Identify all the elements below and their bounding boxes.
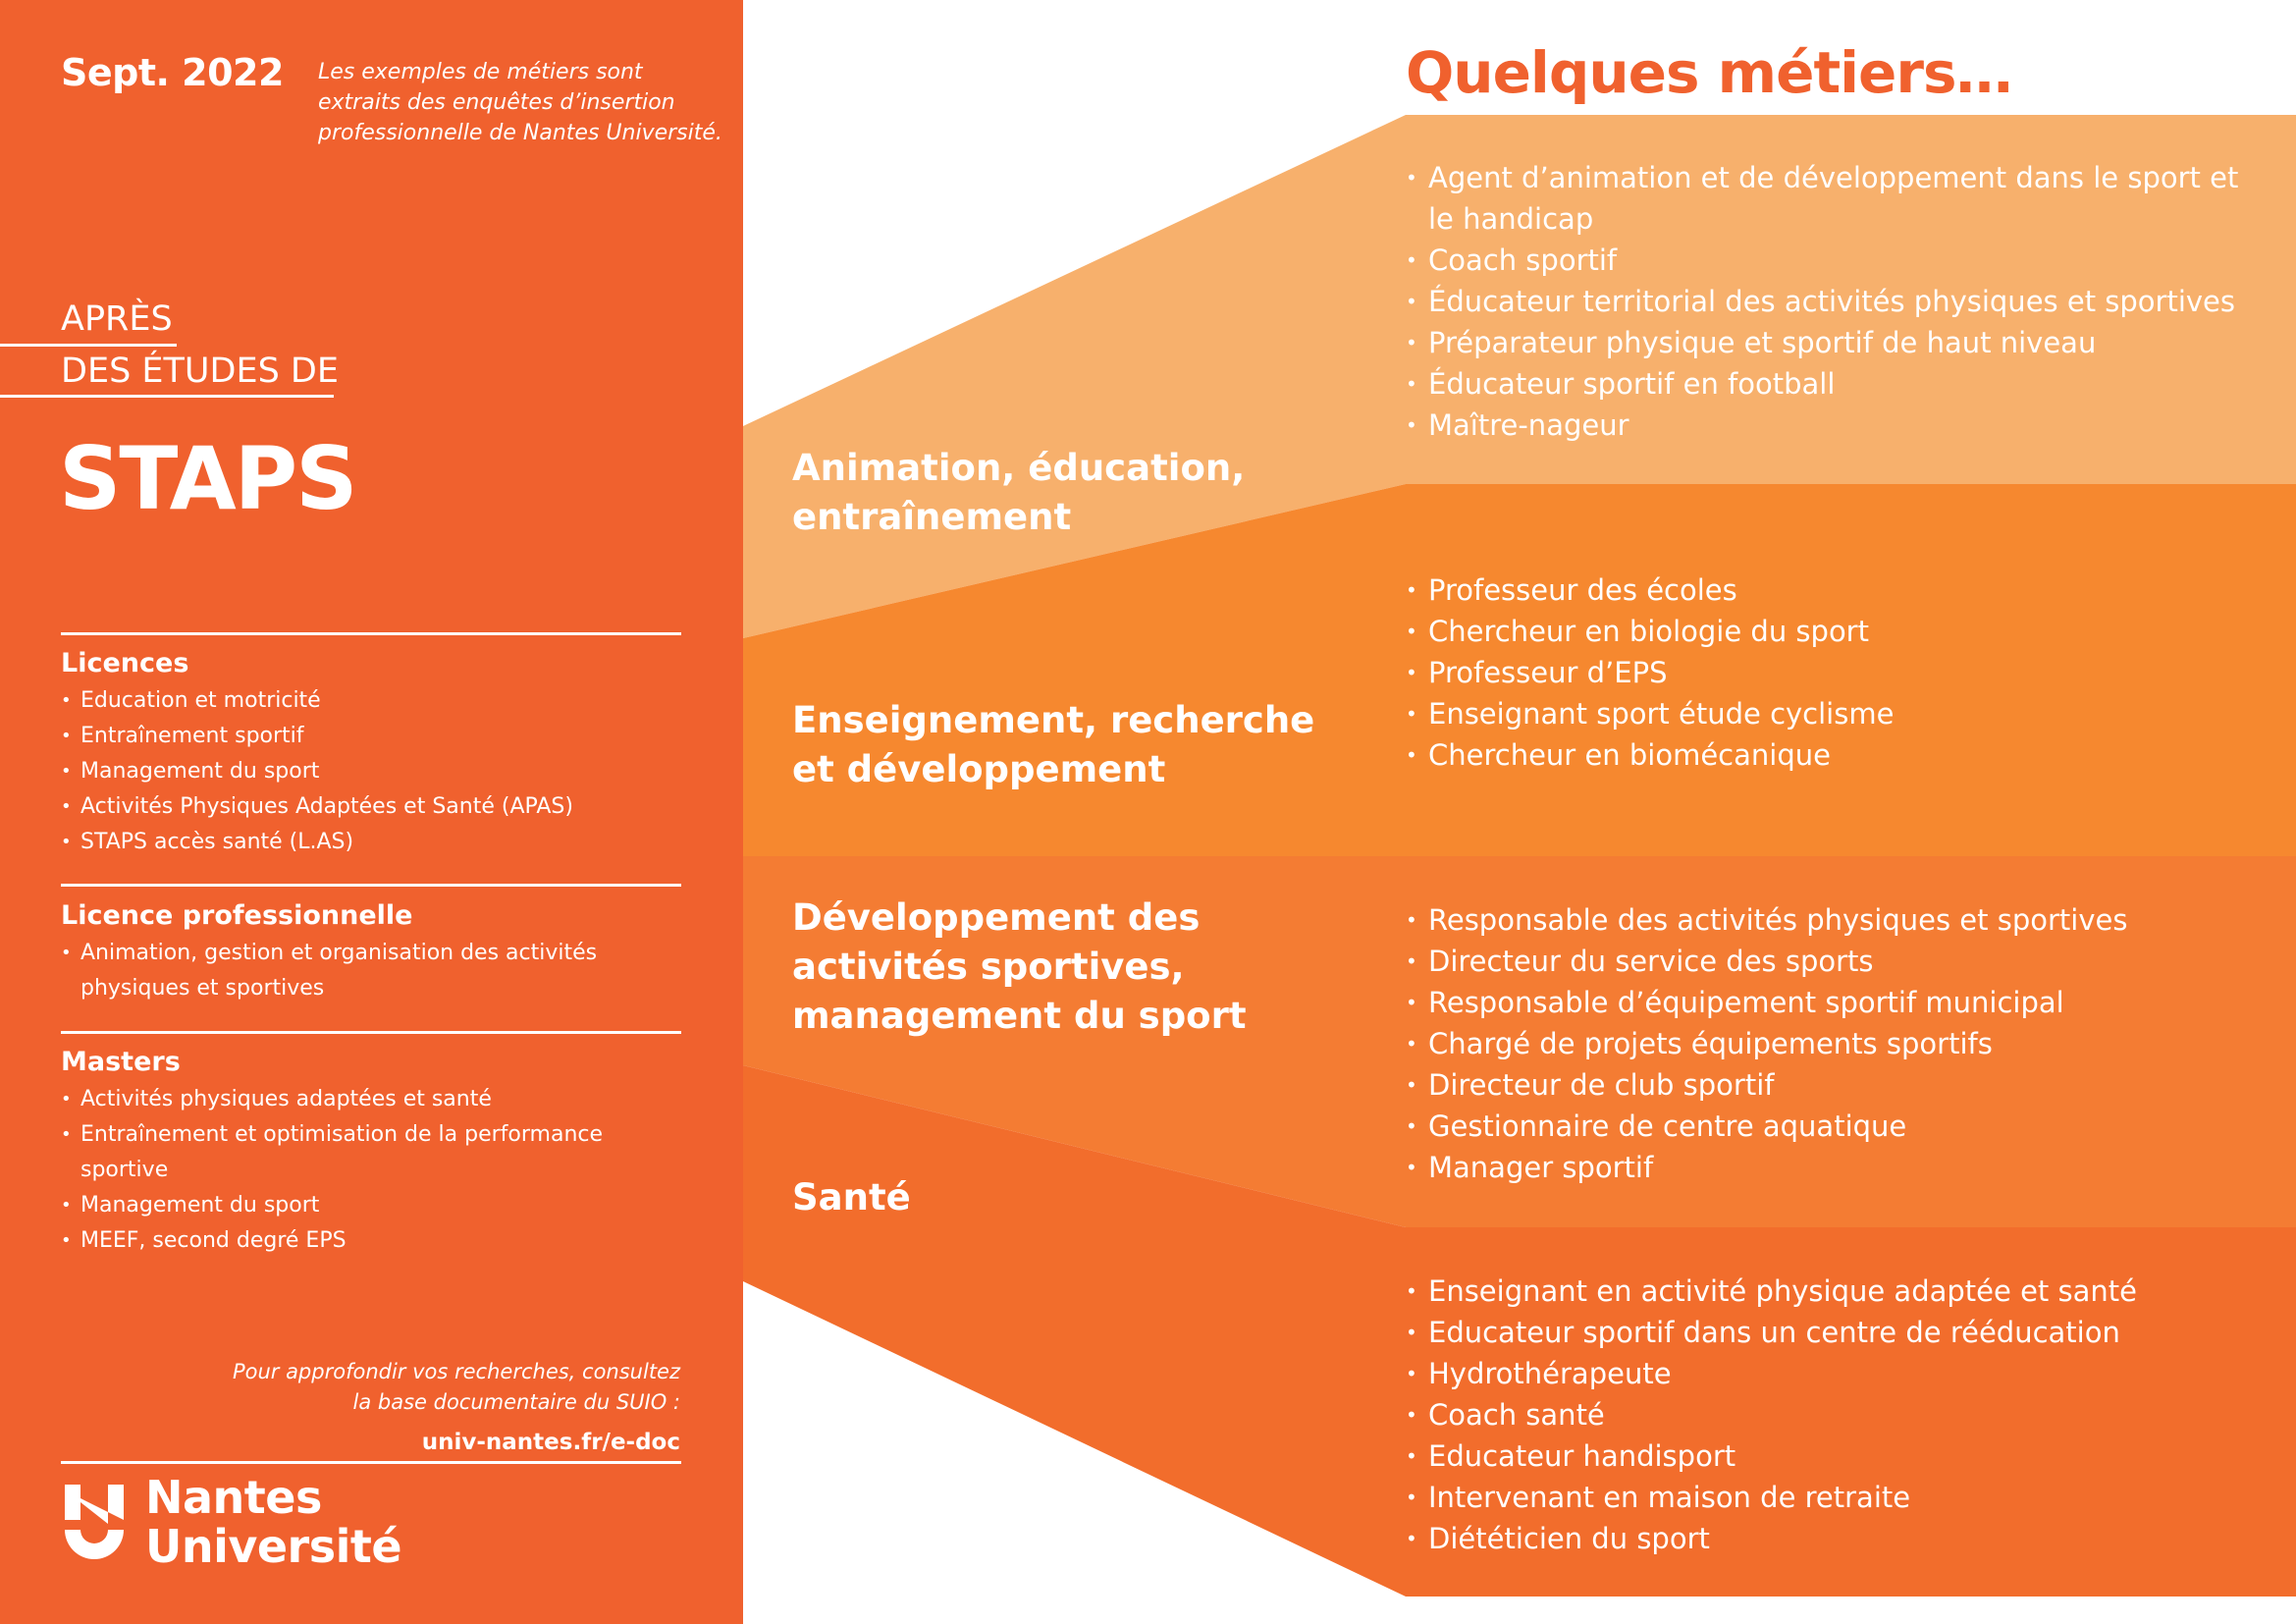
category-developpement: Développement des activités sportives, management du sport — [792, 896, 1247, 1037]
source-note: Les exemples de métiers sont extraits des enquêtes d’insertion professionnelle de Nantes Université. — [318, 60, 722, 145]
list-item: • Chercheur en biologie du sport — [1406, 611, 2269, 652]
left-panel — [0, 0, 743, 1624]
title-underline — [0, 344, 177, 347]
jobs-enseignement-list — [1406, 569, 2269, 776]
edition-date: Sept. 2022 — [61, 51, 284, 94]
licences-list — [61, 683, 689, 860]
logo-wordmark — [145, 1473, 401, 1571]
masters-list — [61, 1082, 689, 1259]
list-item: • Educateur handisport — [1406, 1435, 2269, 1477]
list-item: • Coach santé — [1406, 1394, 2269, 1435]
list-item: • STAPS accès santé (L.AS) — [61, 825, 689, 860]
category-animation: Animation, éducation, entraînement — [792, 447, 1246, 538]
e-doc-link[interactable]: univ-nantes.fr/e-doc — [421, 1430, 680, 1455]
list-item: • Diététicien du sport — [1406, 1518, 2269, 1559]
list-item: • Intervenant en maison de retraite — [1406, 1477, 2269, 1518]
list-item: • Directeur de club sportif — [1406, 1064, 2269, 1106]
licence-pro-list — [61, 936, 689, 1006]
list-item: • Educateur sportif dans un centre de rééducation — [1406, 1312, 2269, 1353]
list-item: • Professeur des écoles — [1406, 569, 2269, 611]
page-title: STAPS — [59, 428, 356, 529]
list-item: • Management du sport — [61, 754, 689, 789]
list-item: • Agent d’animation et de développement dans le sport et le handicap — [1406, 157, 2269, 240]
list-item: • Responsable d’équipement sportif municipal — [1406, 982, 2269, 1023]
nantes-universite-logo-icon — [61, 1481, 128, 1563]
title-underline — [0, 395, 334, 398]
list-item: • Hydrothérapeute — [1406, 1353, 2269, 1394]
further-research-note: Pour approfondir vos recherches, consultez la base documentaire du SUIO : — [232, 1360, 680, 1414]
list-item: • MEEF, second degré EPS — [61, 1223, 689, 1259]
section-divider — [61, 1031, 681, 1034]
section-divider — [61, 632, 681, 635]
category-sante: Santé — [792, 1176, 911, 1218]
logo-line-nantes: Nantes — [145, 1471, 322, 1524]
list-item: • Enseignant sport étude cyclisme — [1406, 693, 2269, 734]
list-item: • Directeur du service des sports — [1406, 941, 2269, 982]
list-item: • Chargé de projets équipements sportifs — [1406, 1023, 2269, 1064]
list-item: • Gestionnaire de centre aquatique — [1406, 1106, 2269, 1147]
list-item: • Maître-nageur — [1406, 405, 2269, 446]
list-item: • Éducateur sportif en football — [1406, 363, 2269, 405]
metiers-heading: Quelques métiers… — [1406, 39, 2012, 106]
section-divider — [61, 884, 681, 887]
list-item: • Entraînement et optimisation de la performance sportive — [61, 1117, 689, 1188]
list-item: • Activités physiques adaptées et santé — [61, 1082, 689, 1117]
link-underline — [61, 1461, 681, 1464]
jobs-sante-list — [1406, 1271, 2269, 1559]
licence-pro-title: Licence professionnelle — [61, 900, 413, 931]
category-enseignement: Enseignement, recherche et développement — [792, 699, 1315, 790]
logo-line-universite: Université — [145, 1520, 402, 1573]
list-item: • Professeur d’EPS — [1406, 652, 2269, 693]
list-item: • Manager sportif — [1406, 1147, 2269, 1188]
list-item: • Responsable des activités physiques et sportives — [1406, 899, 2269, 941]
list-item: • Activités Physiques Adaptées et Santé (APAS) — [61, 789, 689, 825]
list-item: • Entraînement sportif — [61, 719, 689, 754]
title-line-apres: APRÈS — [61, 299, 173, 339]
masters-title: Masters — [61, 1047, 181, 1077]
list-item: • Coach sportif — [1406, 240, 2269, 281]
list-item: • Éducateur territorial des activités physiques et sportives — [1406, 281, 2269, 322]
list-item: • Education et motricité — [61, 683, 689, 719]
licences-title: Licences — [61, 648, 189, 678]
list-item: • Management du sport — [61, 1188, 689, 1223]
list-item: • Animation, gestion et organisation des activités physiques et sportives — [61, 936, 689, 1006]
list-item: • Préparateur physique et sportif de haut niveau — [1406, 322, 2269, 363]
jobs-developpement-list — [1406, 899, 2269, 1188]
title-line-etudes: DES ÉTUDES DE — [61, 352, 339, 391]
list-item: • Enseignant en activité physique adaptée et santé — [1406, 1271, 2269, 1312]
list-item: • Chercheur en biomécanique — [1406, 734, 2269, 776]
jobs-animation-list — [1406, 157, 2269, 446]
